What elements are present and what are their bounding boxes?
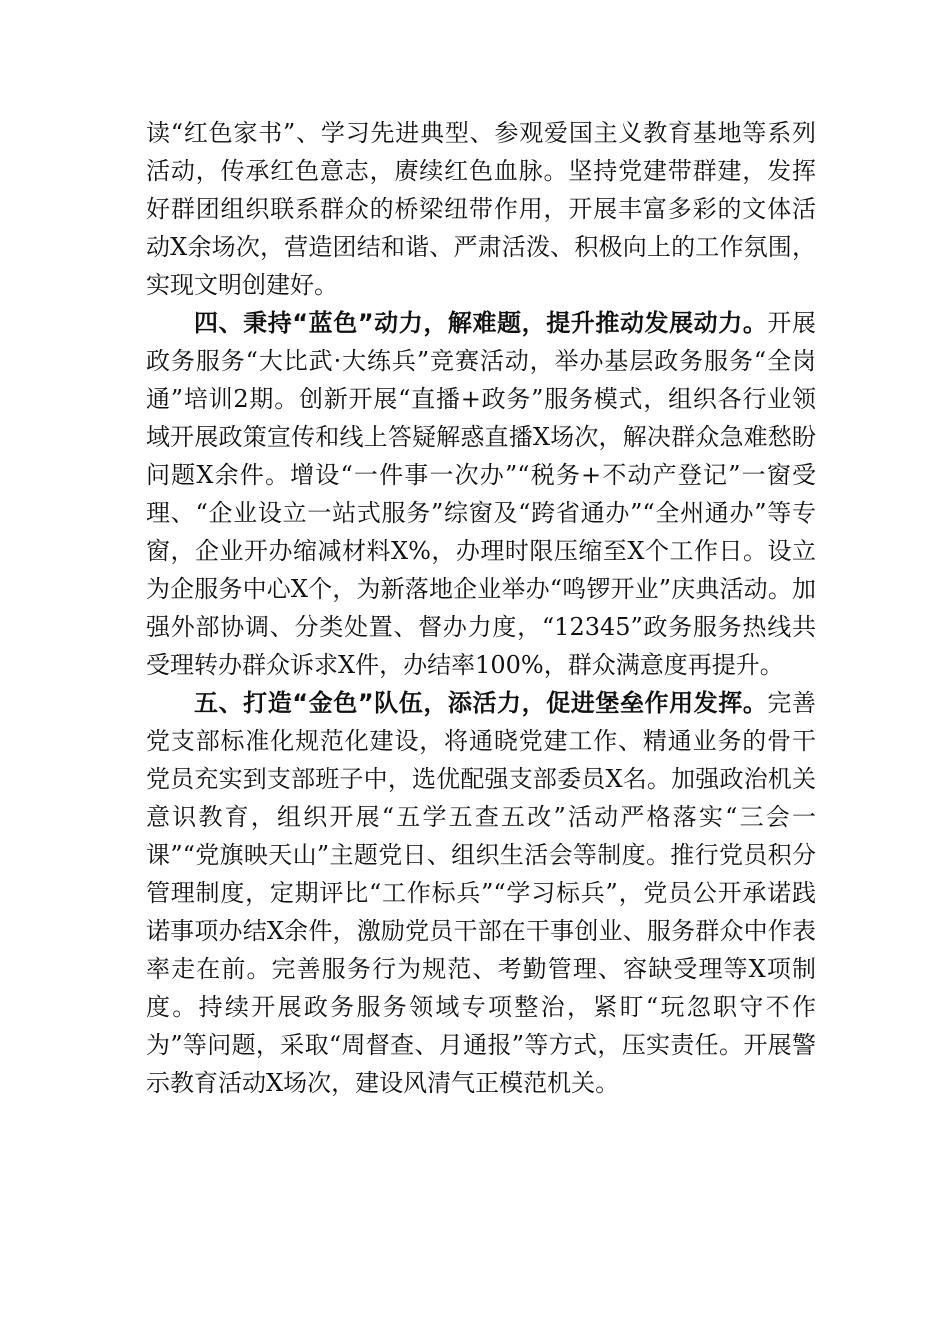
paragraph-gold-team-text: 完善党支部标准化规范化建设，将通晓党建工作、精通业务的骨干党员充实到支部班子中，选优配强支部委员X名。加强政治机关意识教育，组织开展“五学五查五改”活动严格落实“三会一课”“党旗映天山”主题党日、组织生活会等制度。推行党员积分管理制度，定期评比“工作标兵”“学习标兵”，党员公开承诺践诺事项办结X余件，激励党员干部在干事创业、服务群众中作表率走在前。完善服务行为规范、考勤管理、容缺受理等X项制度。持续开展政务服务领域专项整治，紧盯“玩忽职守不作为”等问题，采取“周督查、月通报”等方式，压实责任。开展警示教育活动X场次，建设风清气正模范机关。 bbox=[146, 689, 816, 1097]
paragraph-blue-power bbox=[146, 304, 816, 684]
paragraph-blue-power-text: 开展政务服务“大比武·大练兵”竞赛活动，举办基层政务服务“全岗通”培训2期。创新开展“直播+政务”服务模式，组织各行业领域开展政策宣传和线上答疑解惑直播X场次，解决群众急难愁盼问题X余件。增设“一件事一次办”“税务+不动产登记”一窗受理、“企业设立一站式服务”综窗及“跨省通办”“全州通办”等专窗，企业开办缩减材料X%，办理时限压缩至X个工作日。设立为企服务中心X个，为新落地企业举办“鸣锣开业”庆典活动。加强外部协调、分类处置、督办力度，“12345”政务服务热线共受理转办群众诉求X件，办结率100%，群众满意度再提升。 bbox=[146, 309, 816, 679]
paragraph-red-culture bbox=[146, 114, 816, 304]
paragraph-red-culture-text: 读“红色家书”、学习先进典型、参观爱国主义教育基地等系列活动，传承红色意志，赓续红色血脉。坚持党建带群建，发挥好群团组织联系群众的桥梁纽带作用，开展丰富多彩的文体活动X余场次，营造团结和谐、严肃活泼、积极向上的工作氛围，实现文明创建好。 bbox=[146, 119, 816, 299]
section-heading-five: 五、打造“金色”队伍，添活力，促进堡垒作用发挥。 bbox=[194, 689, 768, 717]
paragraph-gold-team bbox=[146, 684, 816, 1102]
section-heading-four: 四、秉持“蓝色”动力，解难题，提升推动发展动力。 bbox=[194, 309, 768, 337]
document-body bbox=[146, 114, 816, 1102]
